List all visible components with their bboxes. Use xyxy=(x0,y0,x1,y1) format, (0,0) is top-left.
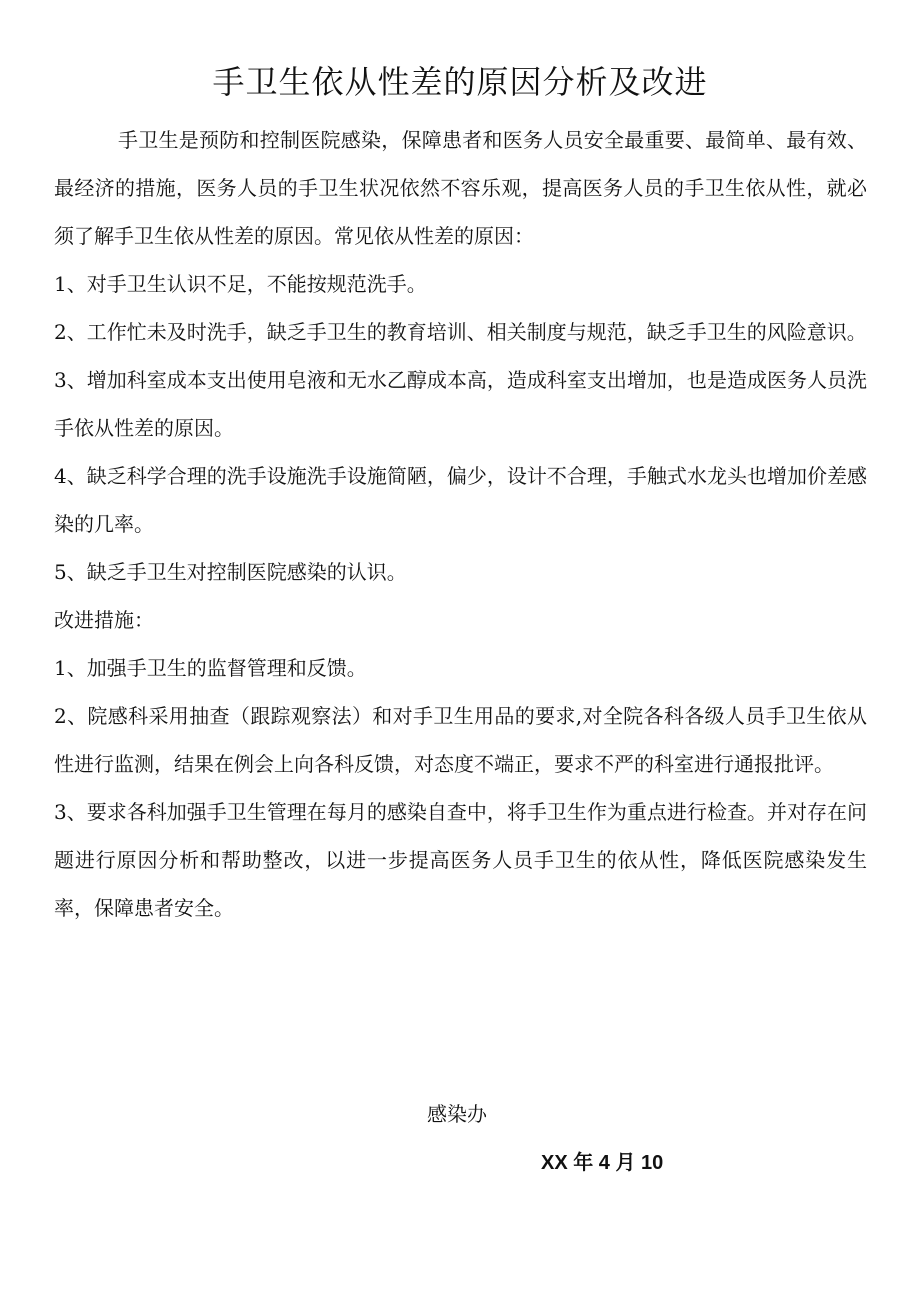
cause-item-1: 1、对手卫生认识不足，不能按规范洗手。 xyxy=(54,272,427,296)
document-title: 手卫生依从性差的原因分析及改进 xyxy=(212,63,708,101)
cause-item-5: 5、缺乏手卫生对控制医院感染的认识。 xyxy=(54,560,407,584)
cause-item-4: 4、缺乏科学合理的洗手设施洗手设施简陋，偏少，设计不合理，手触式水龙头也增加价差感染的几率。 xyxy=(54,464,867,536)
intro-paragraph: 手卫生是预防和控制医院感染，保障患者和医务人员安全最重要、最简单、最有效、最经济的措施，医务人员的手卫生状况依然不容乐观，提高医务人员的手卫生依从性，就必须了解手卫生依从性差的原因。常见依从性差的原因： xyxy=(54,128,867,248)
cause-item-2: 2、工作忙未及时洗手，缺乏手卫生的教育培训、相关制度与规范，缺乏手卫生的风险意识。 xyxy=(54,320,867,344)
measures-heading: 改进措施： xyxy=(54,608,154,632)
document-body xyxy=(54,116,867,932)
measure-item-3: 3、要求各科加强手卫生管理在每月的感染自查中，将手卫生作为重点进行检查。并对存在问题进行原因分析和帮助整改，以进一步提高医务人员手卫生的依从性，降低医院感染发生率，保障患者安全。 xyxy=(54,800,867,920)
measure-item-2: 2、院感科采用抽查（跟踪观察法）和对手卫生用品的要求,对全院各科各级人员手卫生依从性进行监测，结果在例会上向各科反馈，对态度不端正，要求不严的科室进行通报批评。 xyxy=(54,704,867,776)
cause-item-3: 3、增加科室成本支出使用皂液和无水乙醇成本高，造成科室支出增加，也是造成医务人员洗手依从性差的原因。 xyxy=(54,368,867,440)
document-date: XX 年 4 月 10 xyxy=(541,1152,664,1174)
measure-item-1: 1、加强手卫生的监督管理和反馈。 xyxy=(54,656,367,680)
signature-department: 感染办 xyxy=(427,1102,487,1126)
